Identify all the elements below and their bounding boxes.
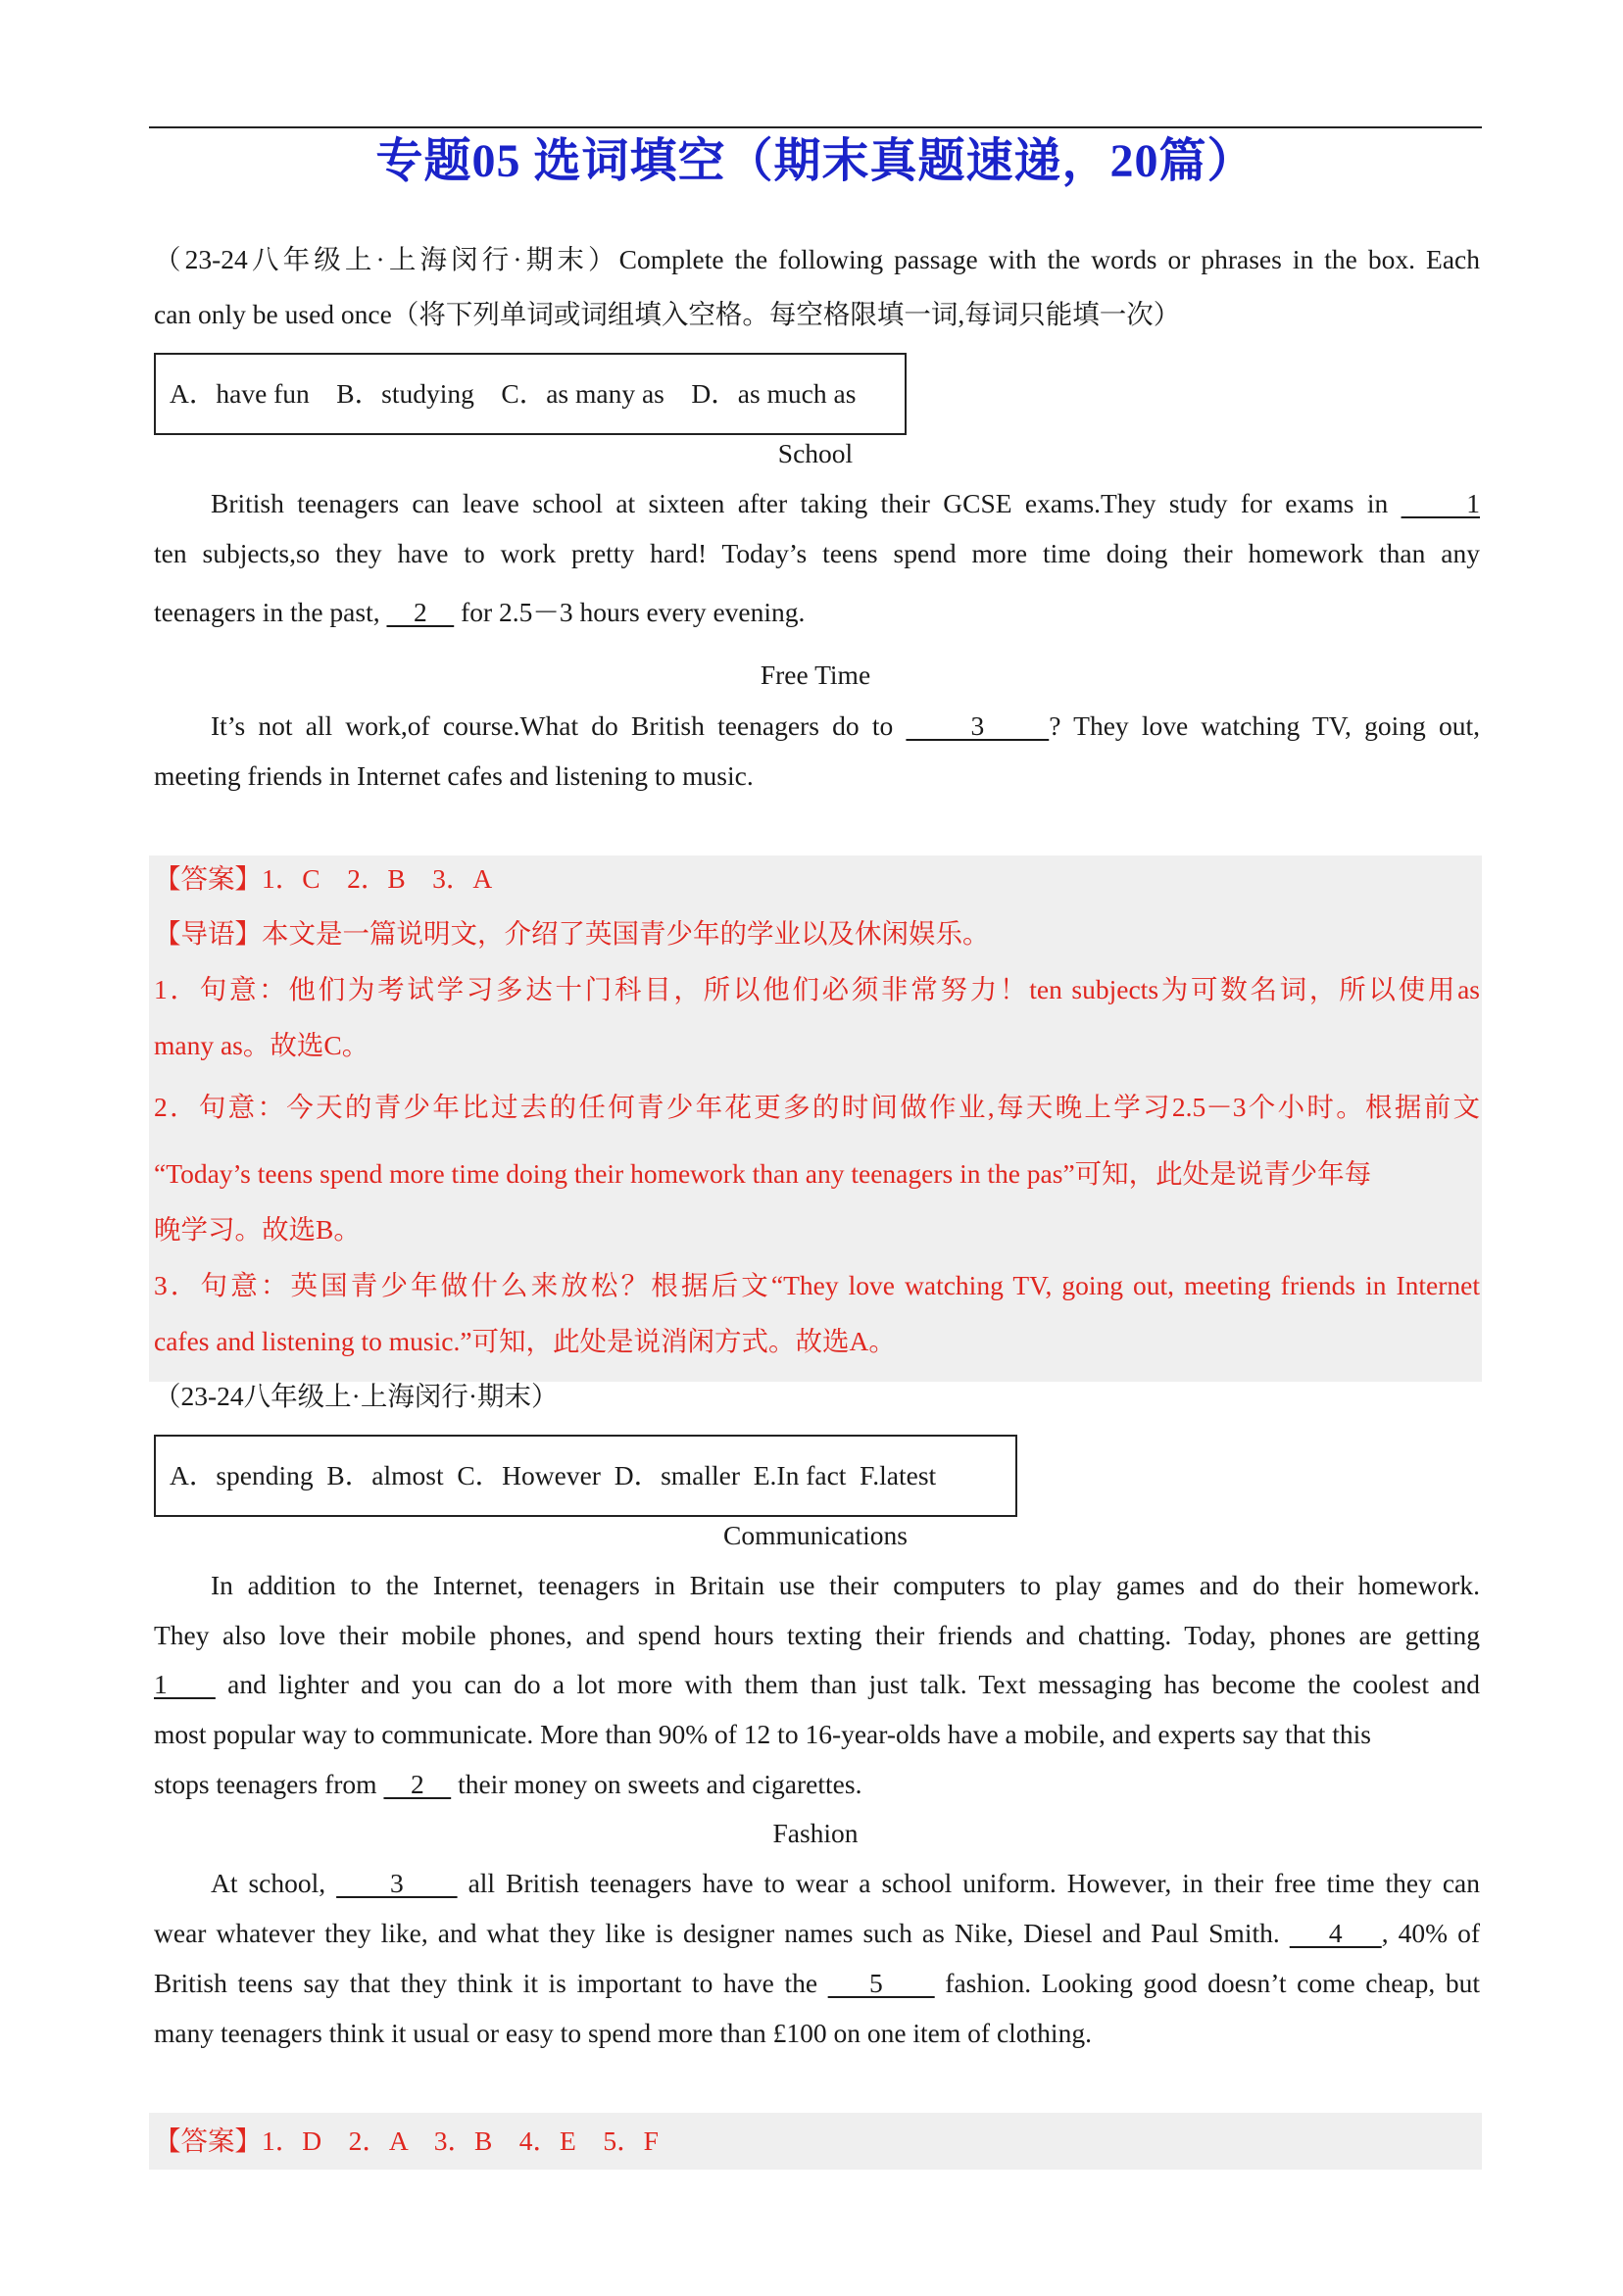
q2-intro: （23-24八年级上·上海闵行·期末） [154,1381,559,1411]
q1-para1-line2: ten subjects,so they have to work pretty hard! Today’s teens spend more time doing their homework than any [154,538,1480,568]
q1-intro-line1: （23-24八年级上·上海闵行·期末）Complete the following passage with the words or phrases in the box. Each [154,244,1480,274]
q2-para2-line1: At school, 3 all British teenagers have to wear a school uniform. However, in their free time they can [211,1868,1480,1898]
q2-para2-line4: many teenagers think it usual or easy to spend more than £100 on one item of clothing. [154,2018,1092,2048]
q2-heading-communications: Communications [723,1520,908,1550]
q2-para1-line3: 1 and lighter and you can do a lot more with them than just talk. Text messaging has become the coolest and [154,1669,1480,1699]
blank-1: 1 [1401,488,1481,518]
q2-para1-line2: They also love their mobile phones, and spend hours texting their friends and chatting. Today, phones are getting [154,1620,1480,1650]
blank-2: 2 [386,597,455,627]
q1-heading-school: School [777,438,854,468]
q2-answer: 【答案】1．D 2．A 3．B 4．E 5．F [154,2125,659,2156]
q1-exp1-line1: 1．句意：他们为考试学习多达十门科目，所以他们必须非常努力！ten subjects为可数名词，所以使用as [154,974,1480,1004]
blank-3: 3 [906,710,1050,741]
q1-para1-line3: teenagers in the past, 2 for 2.5－3 hours every evening. [154,597,806,627]
q2-para1-line4: most popular way to communicate. More than 90% of 12 to 16-year-olds have a mobile, and experts say that this [154,1719,1371,1749]
blank-1: 1 [154,1669,216,1699]
q2-heading-fashion: Fashion [772,1818,859,1848]
q1-para2-line2: meeting friends in Internet cafes and listening to music. [154,760,754,791]
q1-exp3-line1: 3．句意：英国青少年做什么来放松？根据后文“They love watching TV, going out, meeting friends in Internet [154,1270,1480,1300]
q2-word-box-options: A．spending B．almost C．However D．smaller E.In fact F.latest [170,1460,937,1490]
q1-exp3-line2: cafes and listening to music.”可知，此处是说消闲方式。故选A。 [154,1326,896,1356]
page-title: 专题05 选词填空（期末真题速递，20篇） [375,135,1255,187]
q1-word-box-options: A．have fun B．studying C．as many as D．as much as [170,378,857,409]
q1-exp2-line3: 晚学习。故选B。 [154,1214,361,1245]
q1-para2-line1: It’s not all work,of course.What do British teenagers do to 3 ? They love watching TV, going out, [211,710,1480,741]
q1-exp1-line2: many as。故选C。 [154,1030,369,1060]
q1-exp2-line1: 2．句意：今天的青少年比过去的任何青少年花更多的时间做作业,每天晚上学习2.5－3个小时。根据前文 [154,1092,1480,1122]
q2-para1-line5: stops teenagers from 2 their money on sweets and cigarettes. [154,1769,862,1799]
q1-guide: 【导语】本文是一篇说明文，介绍了英国青少年的学业以及休闲娱乐。 [154,918,990,949]
blank-4: 4 [1289,1918,1382,1948]
q1-word-box [154,353,907,435]
q2-para2-line2: wear whatever they like, and what they like is designer names such as Nike, Diesel and Paul Smith. 4 , 40% of [154,1918,1480,1948]
blank-3: 3 [336,1868,458,1898]
q2-para2-line3: British teens say that they think it is important to have the 5 fashion. Looking good doesn’t come cheap, but [154,1968,1480,1998]
q1-answer: 【答案】1．C 2．B 3．A [154,863,493,894]
q2-word-box [154,1435,1017,1517]
q1-heading-free-time: Free Time [760,659,871,690]
q2-para1-line1: In addition to the Internet, teenagers in Britain use their computers to play games and do their homework. [211,1570,1480,1600]
q1-para1-line1: British teenagers can leave school at sixteen after taking their GCSE exams.They study for exams in 1 [211,488,1481,518]
blank-2: 2 [383,1769,452,1799]
blank-5: 5 [827,1968,935,1998]
q1-exp2-line2: “Today’s teens spend more time doing their homework than any teenagers in the pas”可知，此处是说青少年每 [154,1158,1372,1189]
q1-intro-line2: can only be used once（将下列单词或词组填入空格。每空格限填一词,每词只能填一次） [154,299,1181,329]
